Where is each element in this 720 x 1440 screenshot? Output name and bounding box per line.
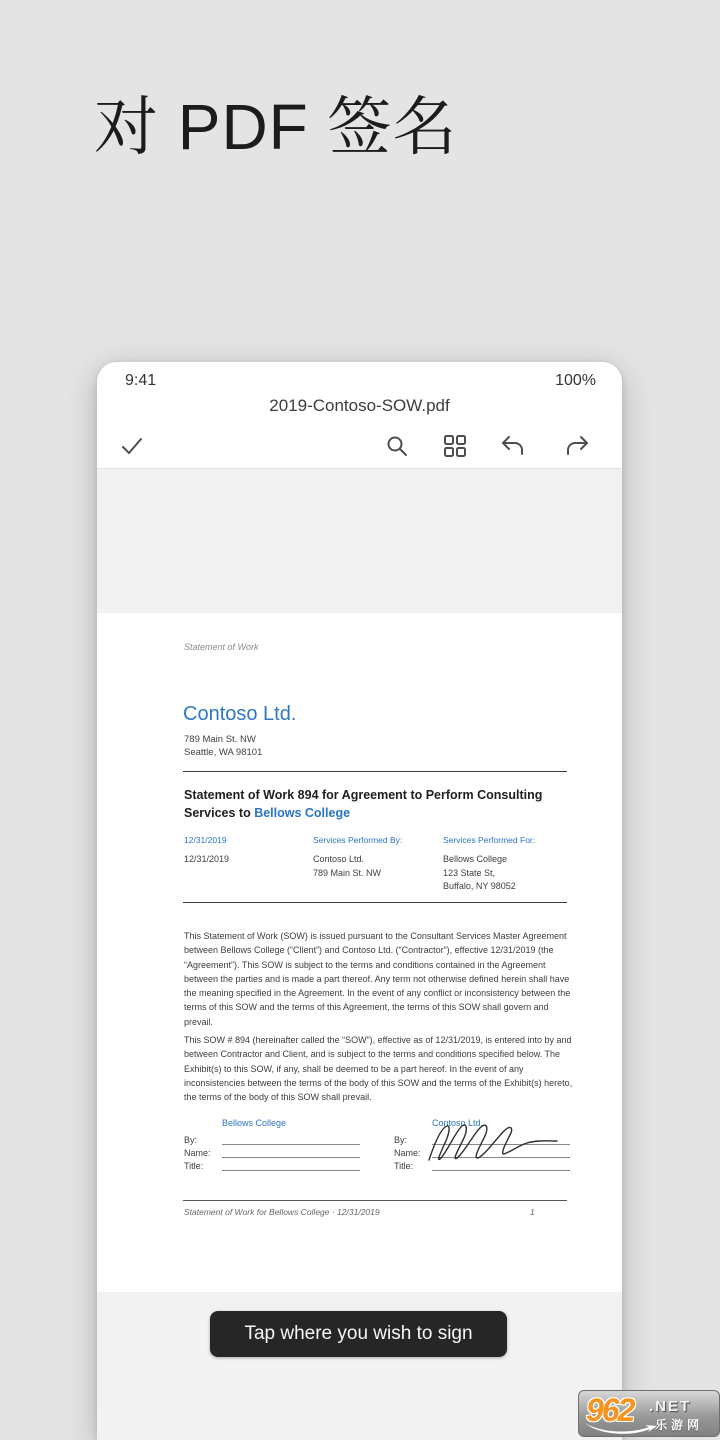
info-col-header: Services Performed By: [313, 835, 403, 845]
watermark-suffix: .NET [649, 1398, 692, 1415]
info-column-performed-by [313, 835, 438, 880]
document-title: 2019-Contoso-SOW.pdf [269, 396, 450, 415]
info-col-line: 123 State St, [443, 867, 496, 878]
page-title: 对 PDF 签名 [94, 91, 458, 163]
info-table [184, 835, 574, 895]
signature-party-name: Bellows College [222, 1118, 287, 1128]
signature-scribble [424, 1120, 564, 1170]
signature-party-name: Contoso Ltd. [432, 1118, 484, 1128]
phone-mockup [97, 362, 622, 1440]
body-paragraph-1: This Statement of Work (SOW) is issued pursuant to the Consultant Services Master Agreement between Bellows College (“Client”) and Contoso Ltd. (“Contractor”), effective 12/31/2019 (the “Agreement”). This SOW is subject to the terms and conditions contained in the Agreement between the parties and is made a part thereof. Any term not otherwise defined herein shall have the meaning specified in the Agreement. In the event of any conflict or inconsistency between the terms of this SOW and the terms of this Agreement, the terms of this SOW shall govern and prevail. [184, 931, 571, 1027]
search-icon[interactable] [384, 433, 410, 459]
info-col-line: Contoso Ltd. [313, 854, 365, 864]
doc-heading-text: Statement of Work 894 for Agreement to Perform Consulting Services to [184, 788, 543, 820]
watermark-site-name: 乐游网 [655, 1418, 704, 1432]
confirm-check-icon[interactable] [119, 433, 145, 459]
pdf-page[interactable] [97, 613, 622, 1292]
undo-icon[interactable] [500, 433, 526, 459]
info-column-date [184, 835, 309, 867]
info-col-header: 12/31/2019 [184, 835, 227, 845]
page-number: 1 [530, 1207, 535, 1217]
site-watermark-badge [578, 1390, 720, 1437]
app-bar [97, 362, 622, 469]
doc-heading [184, 786, 584, 822]
doc-heading-client: Bellows College [254, 806, 351, 820]
signature-field-label: By: [394, 1135, 408, 1145]
info-col-line: 12/31/2019 [184, 854, 230, 864]
signature-line[interactable] [222, 1157, 360, 1171]
info-col-line: Buffalo, NY 98052 [443, 881, 516, 891]
signature-block-contractor [394, 1118, 570, 1171]
signature-field-label: Name: [394, 1148, 421, 1158]
signature-line[interactable] [222, 1144, 360, 1158]
tap-to-sign-button[interactable]: Tap where you wish to sign [210, 1311, 507, 1357]
watermark-swoosh-icon [583, 1419, 663, 1437]
divider [183, 771, 567, 772]
signature-field-label: Title: [394, 1161, 414, 1171]
company-address [184, 733, 262, 759]
footer-divider [183, 1200, 567, 1201]
info-column-performed-for [443, 835, 568, 894]
signature-block-client [184, 1118, 360, 1171]
divider [183, 902, 567, 903]
status-time: 9:41 [125, 372, 157, 389]
info-col-line: 789 Main St. NW [313, 867, 382, 878]
signature-line[interactable] [222, 1131, 360, 1145]
body-paragraph-2: This SOW # 894 (hereinafter called the “SOW”), effective as of 12/31/2019, is entered into by and between Contractor and Client, and is subject to the terms and conditions specified below. The Exhibit(s) to this SOW, if any, shall be deemed to be a part hereof. In the event of any inconsistencies between the terms of the body of this SOW and the terms of the Exhibit(s) hereto, the terms of the body of this SOW shall prevail. [184, 1035, 573, 1103]
status-battery: 100% [555, 372, 596, 389]
signature-field-label: Title: [184, 1161, 204, 1171]
company-address-line2: Seattle, WA 98101 [184, 747, 263, 758]
redo-icon[interactable] [564, 433, 590, 459]
info-col-header: Services Performed For: [443, 835, 536, 845]
company-address-line1: 789 Main St. NW [184, 734, 256, 745]
grid-view-icon[interactable] [442, 433, 468, 459]
doc-footer-text: Statement of Work for Bellows College · 12/31/2019 [184, 1207, 380, 1217]
doc-header-label: Statement of Work [184, 642, 259, 652]
signature-field-label: Name: [184, 1148, 211, 1158]
signature-field-label: By: [184, 1135, 198, 1145]
company-name: Contoso Ltd. [183, 703, 297, 725]
watermark-number: 962 [586, 1392, 634, 1428]
info-col-line: Bellows College [443, 854, 508, 864]
